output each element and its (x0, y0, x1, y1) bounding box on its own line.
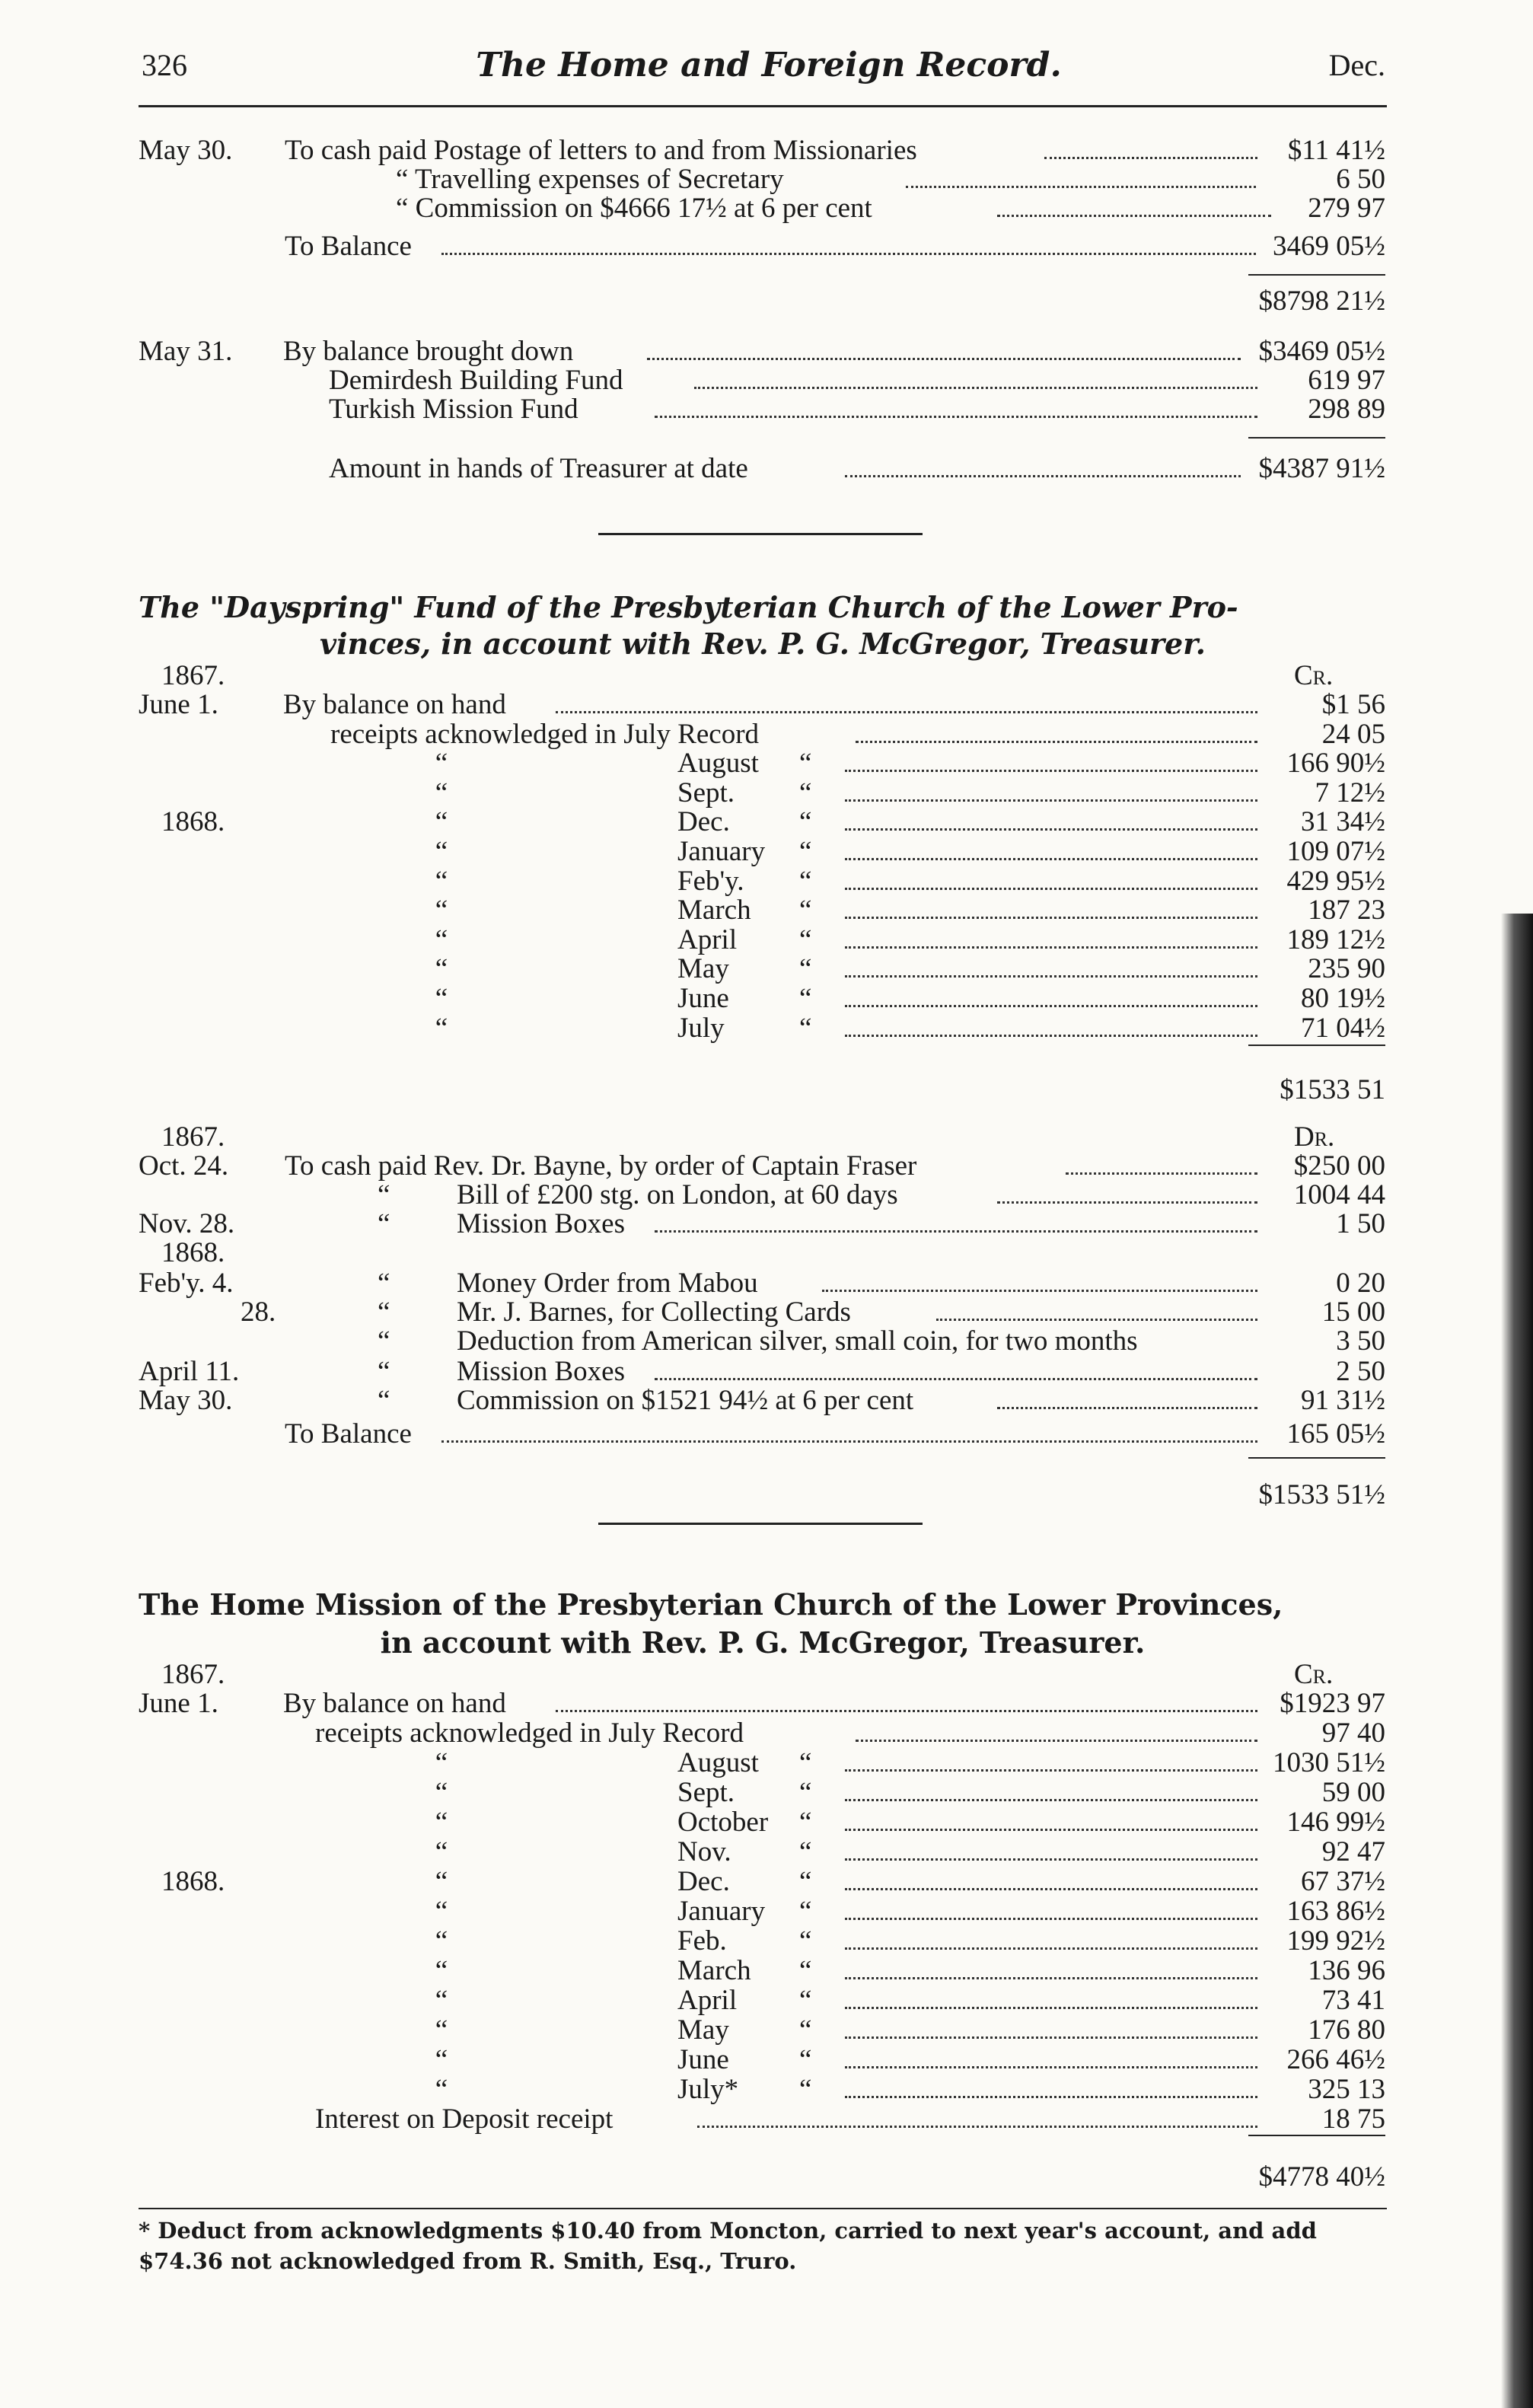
ledger-date: 1868. (161, 1866, 225, 1897)
ledger-amount: 0 20 (1336, 1268, 1385, 1299)
ledger-amount: 1030 51½ (1273, 1747, 1385, 1778)
ditto-mark: “ (799, 806, 812, 838)
ledger-entry: To Balance (285, 231, 412, 262)
ledger-entry: Interest on Deposit receipt (315, 2103, 614, 2135)
ledger-entry: By balance on hand (283, 1688, 506, 1719)
leader-dots (845, 770, 1257, 772)
account-total: $1533 51½ (1258, 1479, 1385, 1510)
ditto-mark: “ (435, 748, 448, 780)
leader-dots (655, 1230, 1257, 1233)
ledger-amount: $1 56 (1321, 689, 1385, 720)
ledger-month: April (677, 1985, 738, 2016)
ledger-month: May (677, 2014, 729, 2046)
leader-dots (845, 2066, 1257, 2068)
ledger-entry: Mr. J. Barnes, for Collecting Cards (457, 1296, 851, 1328)
year-label: 1867. (161, 1121, 225, 1153)
ledger-entry: Money Order from Mabou (457, 1268, 758, 1299)
ledger-entry: Turkish Mission Fund (329, 394, 578, 425)
ditto-mark: “ (799, 836, 812, 867)
ditto-mark: “ (435, 806, 448, 838)
leader-dots (697, 2126, 1257, 2128)
ledger-month: Dec. (677, 1866, 730, 1897)
ledger-date: 1868. (161, 806, 225, 838)
ledger-amount: 80 19½ (1301, 983, 1385, 1014)
leader-dots (997, 215, 1271, 217)
leader-dots (845, 858, 1257, 860)
ledger-amount: 163 86½ (1286, 1896, 1385, 1927)
running-month: Dec. (1328, 48, 1385, 82)
ledger-amount: $11 41½ (1287, 135, 1385, 166)
ditto-mark: “ (799, 895, 812, 927)
ledger-amount: 429 95½ (1286, 865, 1385, 897)
ledger-amount: 189 12½ (1286, 923, 1385, 955)
ledger-month: August (677, 1747, 759, 1778)
leader-dots (694, 387, 1257, 389)
leader-dots (1066, 1172, 1257, 1175)
ledger-amount: 2 50 (1336, 1356, 1385, 1387)
sum-rule (1248, 1045, 1385, 1046)
ledger-amount: 91 31½ (1301, 1385, 1385, 1416)
ledger-month: May (677, 953, 729, 985)
ditto-mark: “ (435, 983, 448, 1014)
section-heading: vinces, in account with Rev. P. G. McGregor, Treasurer. (319, 627, 1206, 661)
ditto-mark: “ (799, 1836, 812, 1867)
ditto-mark: “ (799, 1807, 812, 1838)
leader-dots (556, 1710, 1257, 1712)
account-total: $4778 40½ (1258, 2161, 1385, 2193)
leader-dots (845, 1918, 1257, 1920)
ditto-mark: “ (799, 2074, 812, 2105)
leader-dots (441, 253, 1256, 255)
ledger-amount: 146 99½ (1286, 1807, 1385, 1838)
ditto-mark: “ (435, 1747, 448, 1778)
running-title: The Home and Foreign Record. (476, 46, 1062, 85)
ditto-mark: “ (799, 983, 812, 1014)
footnote: * Deduct from acknowledgments $10.40 from Moncton, carried to next year's account, and add $74.36 not acknowledged from R. Smith, Esq., Truro. (139, 2218, 1317, 2274)
leader-dots (822, 1290, 1257, 1292)
ledger-amount: 166 90½ (1286, 748, 1385, 780)
ledger-amount: 109 07½ (1286, 836, 1385, 867)
scan-edge (1501, 914, 1533, 2408)
year-label: 1867. (161, 660, 225, 691)
ledger-amount: 235 90 (1308, 953, 1385, 985)
ditto-mark: “ (435, 1012, 448, 1044)
ledger-month: Sept. (677, 777, 735, 809)
section-divider (598, 533, 923, 535)
ditto-mark: “ (799, 2044, 812, 2075)
ledger-date: May 31. (139, 336, 233, 367)
ledger-amount: 176 80 (1308, 2014, 1385, 2046)
ledger-amount: 31 34½ (1301, 806, 1385, 838)
section-heading: in account with Rev. P. G. McGregor, Treasurer. (380, 1625, 1146, 1660)
leader-dots (845, 475, 1241, 477)
ledger-amount: 266 46½ (1286, 2044, 1385, 2075)
ditto-mark: “ (435, 1985, 448, 2016)
ditto-mark: “ (435, 923, 448, 955)
ledger-month: April (677, 923, 738, 955)
ledger-entry: By balance on hand (283, 689, 506, 720)
ledger-amount: 1004 44 (1293, 1179, 1385, 1210)
ditto-mark: “ (799, 865, 812, 897)
ledger-date: 28. (241, 1296, 276, 1328)
section-divider (598, 1523, 923, 1525)
section-heading: The Home Mission of the Presbyterian Church of the Lower Provinces, (139, 1587, 1283, 1622)
ledger-entry: receipts acknowledged in July Record (330, 718, 760, 750)
sum-rule (1248, 1457, 1385, 1459)
ledger-amount: 3469 05½ (1273, 231, 1385, 262)
ledger-date: Oct. 24. (139, 1150, 229, 1182)
ledger-amount: 136 96 (1308, 1955, 1385, 1986)
ditto-mark: “ (378, 1208, 390, 1239)
ledger-entry: Demirdesh Building Fund (329, 365, 623, 396)
ledger-month: June (677, 983, 729, 1014)
ledger-date: June 1. (139, 689, 218, 720)
ledger-amount: 187 23 (1308, 895, 1385, 927)
ditto-mark: “ (435, 836, 448, 867)
ledger-entry: To Balance (285, 1418, 412, 1450)
ledger-amount: $250 00 (1293, 1150, 1385, 1182)
leader-dots (845, 1829, 1257, 1831)
account-total: $8798 21½ (1258, 285, 1385, 317)
ledger-date: Nov. 28. (139, 1208, 235, 1239)
ditto-mark: “ (799, 748, 812, 780)
ledger-amount: 199 92½ (1286, 1925, 1385, 1957)
leader-dots (845, 2007, 1257, 2009)
ledger-amount: 15 00 (1321, 1296, 1385, 1328)
leader-dots (845, 1005, 1257, 1007)
ledger-month: Feb. (677, 1925, 727, 1957)
leader-dots (856, 741, 1257, 743)
leader-dots (647, 358, 1241, 360)
ledger-amount: 279 97 (1308, 193, 1385, 224)
ledger-month: Sept. (677, 1777, 735, 1808)
leader-dots (845, 1858, 1257, 1861)
leader-dots (845, 1947, 1257, 1950)
ledger-month: October (677, 1807, 769, 1838)
ditto-mark: “ (799, 1925, 812, 1957)
leader-dots (845, 1799, 1257, 1801)
credit-label: Cr. (1294, 660, 1334, 691)
ledger-amount: 325 13 (1308, 2074, 1385, 2105)
ledger-date: Feb'y. 4. (139, 1268, 234, 1299)
leader-dots (441, 1440, 1257, 1443)
ledger-entry: To cash paid Postage of letters to and from Missionaries (285, 135, 917, 166)
ledger-date: 1868. (161, 1237, 225, 1268)
ledger-entry: To cash paid Rev. Dr. Bayne, by order of Captain Fraser (285, 1150, 917, 1182)
ditto-mark: “ (435, 1896, 448, 1927)
ditto-mark: “ (799, 923, 812, 955)
ledger-amount: 73 41 (1321, 1985, 1385, 2016)
ledger-amount: 298 89 (1308, 394, 1385, 425)
ditto-mark: “ (435, 895, 448, 927)
ditto-mark: “ (799, 1747, 812, 1778)
ledger-date: April 11. (139, 1356, 240, 1387)
ledger-amount: 6 50 (1336, 164, 1385, 195)
ledger-entry: Mission Boxes (457, 1208, 626, 1239)
leader-dots (655, 1378, 1257, 1380)
ledger-entry: “ Travelling expenses of Secretary (396, 164, 784, 195)
ditto-mark: “ (378, 1296, 390, 1328)
leader-dots (856, 1740, 1257, 1742)
ledger-amount: $3469 05½ (1258, 336, 1385, 367)
ledger-month: July* (677, 2074, 739, 2105)
ledger-month: Feb'y. (677, 865, 744, 897)
ditto-mark: “ (378, 1356, 390, 1387)
ditto-mark: “ (799, 953, 812, 985)
ledger-entry: Amount in hands of Treasurer at date (329, 453, 748, 484)
leader-dots (845, 946, 1257, 949)
ledger-month: July (677, 1012, 725, 1044)
ledger-month: January (677, 836, 766, 867)
ledger-date: May 30. (139, 135, 233, 166)
ledger-amount: 619 97 (1308, 365, 1385, 396)
leader-dots (655, 416, 1257, 418)
account-total: $4387 91½ (1258, 453, 1385, 484)
ditto-mark: “ (435, 1777, 448, 1808)
leader-dots (845, 2096, 1257, 2098)
leader-dots (845, 799, 1257, 802)
ledger-amount: 59 00 (1321, 1777, 1385, 1808)
ledger-entry: Bill of £200 stg. on London, at 60 days (457, 1179, 898, 1210)
credit-label: Cr. (1294, 1659, 1334, 1690)
ledger-date: May 30. (139, 1385, 233, 1416)
leader-dots (845, 1888, 1257, 1890)
ditto-mark: “ (435, 865, 448, 897)
ditto-mark: “ (799, 777, 812, 809)
footnote-rule (139, 2208, 1387, 2209)
ditto-mark: “ (378, 1179, 390, 1210)
account-total: $1533 51 (1280, 1074, 1385, 1105)
ditto-mark: “ (378, 1268, 390, 1299)
leader-dots (936, 1319, 1257, 1321)
ditto-mark: “ (435, 777, 448, 809)
ledger-entry: Mission Boxes (457, 1356, 626, 1387)
ledger-month: March (677, 895, 751, 927)
ditto-mark: “ (435, 1866, 448, 1897)
header-rule (139, 105, 1387, 107)
leader-dots (845, 828, 1257, 831)
ditto-mark: “ (435, 2044, 448, 2075)
leader-dots (845, 1977, 1257, 1979)
ditto-mark: “ (435, 1836, 448, 1867)
ditto-mark: “ (435, 2074, 448, 2105)
ditto-mark: “ (799, 2014, 812, 2046)
ledger-amount: 67 37½ (1301, 1866, 1385, 1897)
leader-dots (906, 186, 1256, 188)
sum-rule (1248, 274, 1385, 276)
ledger-amount: 71 04½ (1301, 1012, 1385, 1044)
ledger-month: Nov. (677, 1836, 731, 1867)
ledger-entry: Deduction from American silver, small coin, for two months (457, 1325, 1138, 1357)
leader-dots (845, 888, 1257, 890)
year-label: 1867. (161, 1659, 225, 1690)
ledger-amount: 165 05½ (1286, 1418, 1385, 1450)
sum-rule (1248, 437, 1385, 439)
ditto-mark: “ (799, 1866, 812, 1897)
ledger-amount: 3 50 (1336, 1325, 1385, 1357)
ditto-mark: “ (799, 1896, 812, 1927)
leader-dots (845, 1035, 1257, 1037)
sum-rule (1248, 2135, 1385, 2136)
ledger-amount: 18 75 (1321, 2103, 1385, 2135)
ditto-mark: “ (435, 1807, 448, 1838)
ledger-entry: receipts acknowledged in July Record (315, 1717, 744, 1749)
section-heading: The "Dayspring" Fund of the Presbyterian Church of the Lower Pro- (139, 590, 1238, 624)
ditto-mark: “ (378, 1325, 390, 1357)
ditto-mark: “ (435, 2014, 448, 2046)
leader-dots (845, 2036, 1257, 2039)
ledger-month: Dec. (677, 806, 730, 838)
leader-dots (845, 917, 1257, 919)
leader-dots (1044, 157, 1257, 159)
leader-dots (845, 1769, 1257, 1772)
ledger-amount: 1 50 (1336, 1208, 1385, 1239)
ditto-mark: “ (799, 1012, 812, 1044)
leader-dots (997, 1201, 1257, 1204)
ditto-mark: “ (435, 1955, 448, 1986)
leader-dots (845, 975, 1257, 978)
ditto-mark: “ (435, 953, 448, 985)
ledger-month: January (677, 1896, 766, 1927)
leader-dots (997, 1407, 1257, 1409)
ditto-mark: “ (435, 1925, 448, 1957)
ditto-mark: “ (799, 1777, 812, 1808)
ledger-amount: 24 05 (1321, 718, 1385, 750)
debit-label: Dr. (1294, 1121, 1335, 1153)
leader-dots (556, 711, 1257, 713)
ledger-date: June 1. (139, 1688, 218, 1719)
ditto-mark: “ (378, 1385, 390, 1416)
ledger-month: March (677, 1955, 751, 1986)
ledger-month: June (677, 2044, 729, 2075)
ledger-amount: $1923 97 (1280, 1688, 1385, 1719)
ledger-amount: 92 47 (1321, 1836, 1385, 1867)
ditto-mark: “ (799, 1985, 812, 2016)
ledger-amount: 97 40 (1321, 1717, 1385, 1749)
ledger-entry: “ Commission on $4666 17½ at 6 per cent (396, 193, 872, 224)
ledger-entry: Commission on $1521 94½ at 6 per cent (457, 1385, 914, 1416)
ledger-entry: By balance brought down (283, 336, 574, 367)
ditto-mark: “ (799, 1955, 812, 1986)
ledger-month: August (677, 748, 759, 780)
ledger-amount: 7 12½ (1315, 777, 1385, 809)
page-number: 326 (142, 48, 187, 82)
